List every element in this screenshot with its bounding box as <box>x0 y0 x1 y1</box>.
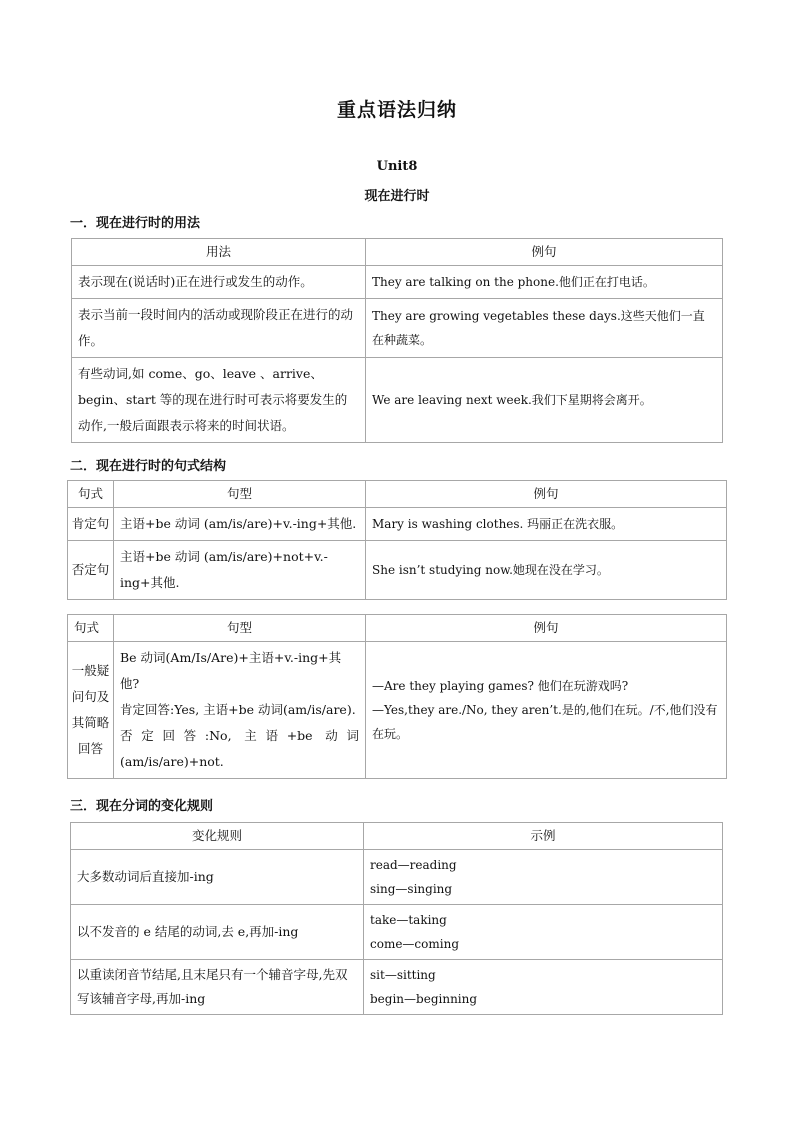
pattern-line: Be 动词(Am/Is/Are)+主语+v.-ing+其他? <box>120 650 342 691</box>
example-line: come—coming <box>370 937 459 951</box>
example-cell <box>366 642 727 779</box>
example-line: sit—sitting <box>370 968 436 982</box>
column-header: 用法 <box>72 239 366 266</box>
pattern-line: 肯定回答:Yes, 主语+be 动词(am/is/are). <box>120 702 356 717</box>
rule-cell: 大多数动词后直接加-ing <box>71 850 364 905</box>
unit-label: Unit8 <box>376 159 418 174</box>
participle-rules-table <box>70 822 723 1015</box>
example-cell: Mary is washing clothes. 玛丽正在洗衣服。 <box>366 508 727 541</box>
rule-cell: 以重读闭音节结尾,且末尾只有一个辅音字母,先双写该辅音字母,再加-ing <box>71 960 364 1015</box>
table-header-row <box>71 823 723 850</box>
table-header-row <box>68 481 727 508</box>
column-header: 句式 <box>68 615 114 642</box>
table-header-row <box>68 615 727 642</box>
example-cell <box>364 905 723 960</box>
usage-cell: 表示现在(说话时)正在进行或发生的动作。 <box>72 266 366 299</box>
table-row <box>72 358 723 443</box>
example-cell: They are talking on the phone.他们正在打电话。 <box>366 266 723 299</box>
column-header: 句式 <box>68 481 114 508</box>
pattern-cell: 主语+be 动词 (am/is/are)+v.-ing+其他. <box>114 508 366 541</box>
table-header-row <box>72 239 723 266</box>
column-header: 例句 <box>366 239 723 266</box>
table-row <box>68 642 727 779</box>
section2-heading: 二．现在进行时的句式结构 <box>70 459 227 474</box>
table-row <box>71 905 723 960</box>
pattern-line: 否定回答:No, 主语+be 动词(am/is/are)+not. <box>120 728 359 769</box>
example-cell: We are leaving next week.我们下星期将会离开。 <box>366 358 723 443</box>
usage-cell: 表示当前一段时间内的活动或现阶段正在进行的动作。 <box>72 299 366 358</box>
column-header: 句型 <box>114 481 366 508</box>
section3-heading: 三．现在分词的变化规则 <box>70 799 214 814</box>
pattern-cell: 主语+be 动词 (am/is/are)+not+v.-ing+其他. <box>114 541 366 600</box>
example-cell <box>364 960 723 1015</box>
example-line: sing—singing <box>370 882 453 896</box>
page-title: 重点语法归纳 <box>336 99 457 121</box>
table-row <box>71 850 723 905</box>
example-line: —Are they playing games? 他们在玩游戏吗? <box>372 679 629 693</box>
table-row <box>68 508 727 541</box>
section-subtitle: 现在进行时 <box>364 189 430 204</box>
table-row <box>68 541 727 600</box>
column-header: 示例 <box>364 823 723 850</box>
column-header: 例句 <box>366 615 727 642</box>
example-cell: They are growing vegetables these days.这些天他们一直在种蔬菜。 <box>366 299 723 358</box>
structure-table <box>67 480 727 600</box>
example-cell: She isn’t studying now.她现在没在学习。 <box>366 541 727 600</box>
sentence-type-cell: 肯定句 <box>68 508 114 541</box>
example-line: begin—beginning <box>370 992 478 1006</box>
example-cell <box>364 850 723 905</box>
sentence-type-cell: 一般疑问句及其简略回答 <box>68 642 114 779</box>
column-header: 例句 <box>366 481 727 508</box>
usage-table <box>71 238 723 443</box>
table-row <box>72 266 723 299</box>
column-header: 句型 <box>114 615 366 642</box>
example-line: read—reading <box>370 858 457 872</box>
column-header: 变化规则 <box>71 823 364 850</box>
table-row <box>72 299 723 358</box>
sentence-type-cell: 否定句 <box>68 541 114 600</box>
example-line: take—taking <box>370 913 447 927</box>
pattern-cell <box>114 642 366 779</box>
rule-cell: 以不发音的 e 结尾的动词,去 e,再加-ing <box>71 905 364 960</box>
usage-cell: 有些动词,如 come、go、leave 、arrive、begin、start 等的现在进行时可表示将要发生的动作,一般后面跟表示将来的时间状语。 <box>72 358 366 443</box>
section1-heading: 一．现在进行时的用法 <box>70 216 201 231</box>
table-row <box>71 960 723 1015</box>
question-table <box>67 614 727 779</box>
example-line: —Yes,they are./No, they aren’t.是的,他们在玩。/不,他们没有在玩。 <box>372 703 718 741</box>
